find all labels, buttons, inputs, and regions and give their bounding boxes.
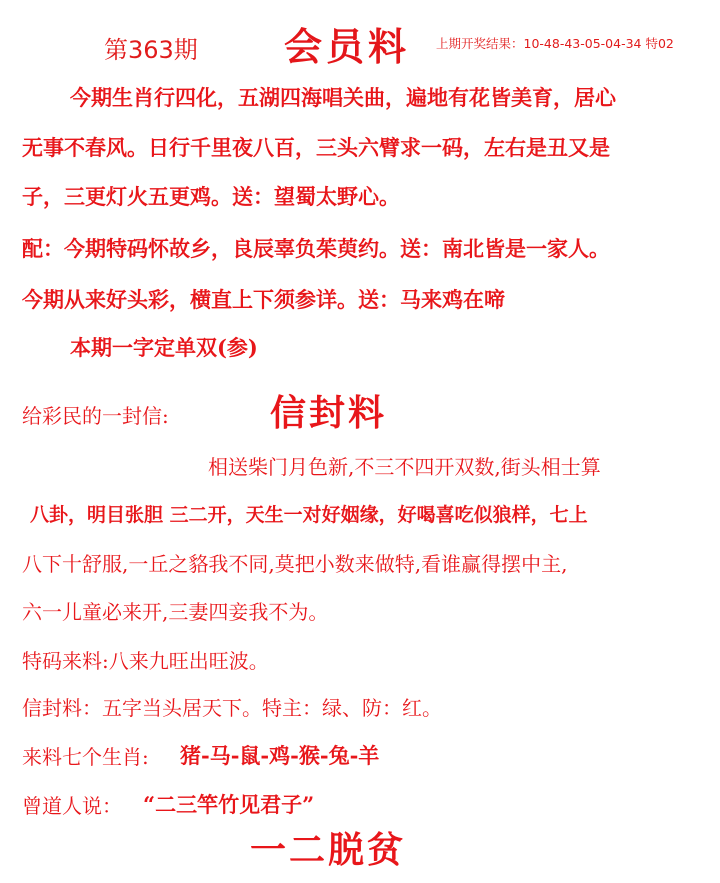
letter-intro: 给彩民的一封信: xyxy=(22,404,169,428)
letter-title: 信封料 xyxy=(270,392,388,434)
letter-line-1: 相送柴门月色新,不三不四开双数,街头相士算 xyxy=(208,455,601,479)
poem-line-6: 本期一字定单双(参) xyxy=(70,335,258,360)
issue-number: 第363期 xyxy=(104,36,198,64)
letter-line-3: 八下十舒服,一丘之貉我不同,莫把小数来做特,看谁赢得摆中主, xyxy=(22,552,568,576)
envelope-line: 信封料：五字当头居天下。特主：绿、防：红。 xyxy=(22,696,442,720)
letter-line-2: 八卦，明目张胆 三二开，天生一对好姻缘，好喝喜吃似狼样，七上 xyxy=(30,504,588,526)
page-title: 会员料 xyxy=(284,24,411,69)
poem-line-2: 无事不春风。日行千里夜八百，三头六臂求一码，左右是丑又是 xyxy=(22,135,610,160)
zodiac-list: 猪-马-鼠-鸡-猴-兔-羊 xyxy=(180,743,380,768)
poem-line-3: 子，三更灯火五更鸡。送：望蜀太野心。 xyxy=(22,184,400,209)
quote-text: “二三竿竹见君子” xyxy=(143,792,315,817)
quote-label: 曾道人说： xyxy=(22,794,122,818)
special-code: 特码来料:八来九旺出旺波。 xyxy=(22,649,269,673)
last-draw-result: 上期开奖结果：10-48-43-05-04-34 特02 xyxy=(436,36,674,51)
footer-slogan: 一二脱贫 xyxy=(250,829,407,871)
poem-line-5: 今期从来好头彩，横直上下须参详。送：马来鸡在啼 xyxy=(22,287,505,312)
zodiac-label: 来料七个生肖: xyxy=(22,745,149,769)
poem-line-1: 今期生肖行四化，五湖四海唱关曲，遍地有花皆美育，居心 xyxy=(70,85,616,110)
poem-line-4: 配：今期特码怀故乡，良辰辜负茱萸约。送：南北皆是一家人。 xyxy=(22,236,610,261)
letter-line-4: 六一儿童必来开,三妻四妾我不为。 xyxy=(22,600,329,624)
